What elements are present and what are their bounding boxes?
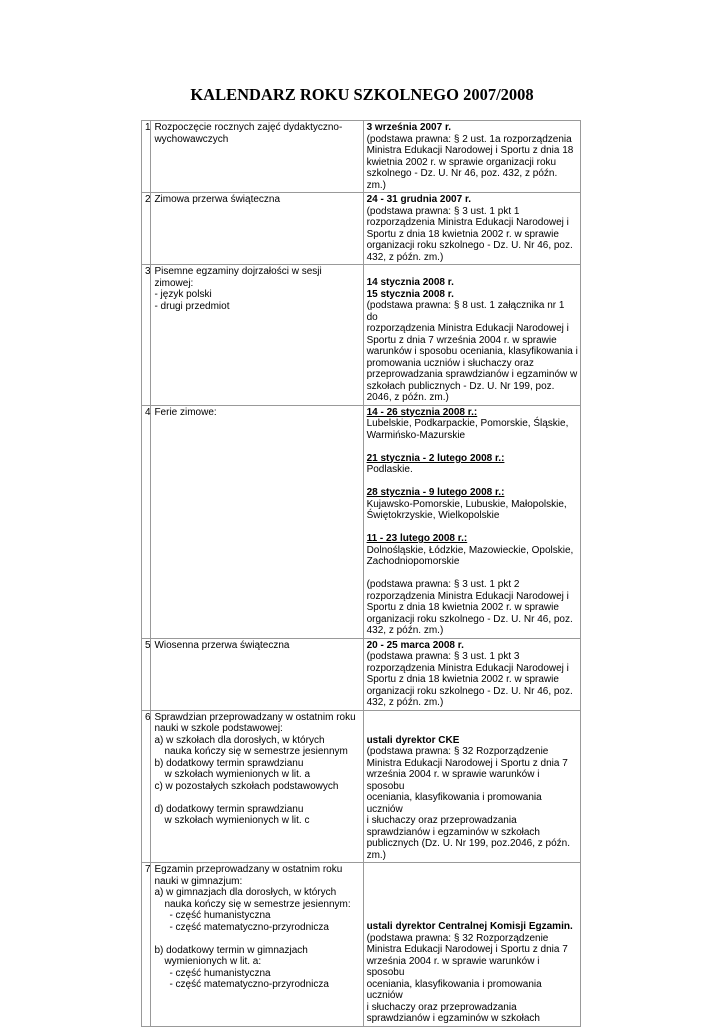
regions: Kujawsko-Pomorskie, Lubuskie, Małopolskie, [366,498,567,510]
row-number: 3 [142,265,151,406]
event-description: Ferie zimowe: [151,405,363,638]
event-date: 14 - 26 stycznia 2008 r.: [366,406,478,418]
regions: Świętokrzyskie, Wielkopolskie [366,510,500,521]
table-row [142,710,581,863]
row-number: 1 [142,121,151,193]
table-row [142,193,581,265]
row-number: 4 [142,405,151,638]
event-date: 11 - 23 lutego 2008 r.: [366,533,468,544]
row-number: 5 [142,638,151,710]
event-description: Rozpoczęcie rocznych zajęć dydaktyczno- wychowawczych [151,121,363,193]
row-number: 6 [142,710,151,863]
event-date-basis: 20 - 25 marca 2008 r. (podstawa prawna: § 3 ust. 1 pkt 3 rozporządzenia Ministra Edukacji Narodowej i Sportu z dnia 18 kwietnia 2002 r. w sprawie organizacji roku szkolnego - Dz. U. Nr 46, poz. 432, z późn. zm.) [363,638,580,710]
table-row [142,638,581,710]
event-date: 21 stycznia - 2 lutego 2008 r.: [366,452,505,464]
regions: Podlaskie. [366,464,413,475]
calendar-table [141,120,581,1027]
event-date: 15 stycznia 2008 r. [366,288,454,300]
regions: Lubelskie, Podkarpackie, Pomorskie, Śląskie, [366,418,569,429]
event-description: Wiosenna przerwa świąteczna [151,638,363,710]
event-date-basis: 14 stycznia 2008 r. 15 stycznia 2008 r. (podstawa prawna: § 8 ust. 1 załącznika nr 1 do rozporządzenia Ministra Edukacji Narodowej i Sportu z dnia 7 września 2004 r. w sprawie warunków i sposobu oceniania, klasyfikowania i promowania uczniów i słuchaczy oraz przeprowadzania sprawdzianów i egzaminów w szkołach publicznych - Dz. U. Nr 199, poz. 2046, z późn. zm.) [363,265,580,406]
row-number: 2 [142,193,151,265]
event-description: Zimowa przerwa świąteczna [151,193,363,265]
regions: Dolnośląskie, Łódzkie, Mazowieckie, Opolskie, [366,544,574,556]
table-row [142,265,581,406]
event-date: 3 września 2007 r. [366,122,452,133]
event-date-basis: 24 - 31 grudnia 2007 r. (podstawa prawna: § 3 ust. 1 pkt 1 rozporządzenia Ministra Edukacji Narodowej i Sportu z dnia 18 kwietnia 2002 r. w sprawie organizacji roku szkolnego - Dz. U. Nr 46, poz. 432, z późn. zm.) [363,193,580,265]
event-date: 24 - 31 grudnia 2007 r. [366,194,472,205]
row-number: 7 [142,863,151,1027]
event-date: 20 - 25 marca 2008 r. [366,639,464,651]
event-date: ustali dyrektor CKE [366,734,460,746]
event-date-basis: ustali dyrektor CKE (podstawa prawna: § 32 Rozporządzenie Ministra Edukacji Narodowej i Sportu z dnia 7 września 2004 r. w sprawie warunków i sposobu oceniania, klasyfikowania i promowania uczniów i słuchaczy oraz przeprowadzania sprawdzianów i egzaminów w szkołach publicznych (Dz. U. Nr 199, poz.2046, z późn. zm.) [363,710,580,863]
table-row [142,121,581,193]
table-row [142,863,581,1027]
event-date-basis: ustali dyrektor Centralnej Komisji Egzamin. (podstawa prawna: § 32 Rozporządzenie Ministra Edukacji Narodowej i Sportu z dnia 7 września 2004 r. w sprawie warunków i sposobu oceniania, klasyfikowania i promowania uczniów i słuchaczy oraz przeprowadzania sprawdzianów i egzaminów w szkołach [363,863,580,1027]
event-date: 14 stycznia 2008 r. [366,277,454,288]
event-date-basis: 14 - 26 stycznia 2008 r.: Lubelskie, Podkarpackie, Pomorskie, Śląskie, Warmińsko-Mazurskie 21 stycznia - 2 lutego 2008 r.: Podlaskie. 28 stycznia - 9 lutego 2008 r.: Kujawsko-Pomorskie, Lubuskie, Małopolskie, Świętokrzyskie, Wielkopolskie 11 - 23 lutego 2008 r.: Dolnośląskie, Łódzkie, Mazowieckie, Opolskie, Zachodniopomorskie (podstawa prawna: § 3 ust. 1 pkt 2 rozporządzenia Ministra Edukacji Narodowej i Sportu z dnia 18 kwietnia 2002 r. w sprawie organizacji roku szkolnego - Dz. U. Nr 46, poz. 432, z późn. zm.) [363,405,580,638]
regions: Zachodniopomorskie [366,556,460,567]
regions: Warmińsko-Mazurskie [366,429,466,441]
page-title: KALENDARZ ROKU SZKOLNEGO 2007/2008 [190,85,534,104]
event-date-basis: 3 września 2007 r. (podstawa prawna: § 2 ust. 1a rozporządzenia Ministra Edukacji Narodowej i Sportu z dnia 18 kwietnia 2002 r. w sprawie organizacji roku szkolnego - Dz. U. Nr 46, poz. 432, z późn. zm.) [363,121,580,193]
table-row [142,405,581,638]
event-description: Egzamin przeprowadzany w ostatnim roku nauki w gimnazjum: a) w gimnazjach dla dorosłych, w których nauka kończy się w semestrze jesiennym: - część humanistyczna - część matematyczno-przyrodnicza b) dodatkowy termin w gimnazjach wymienionych w lit. a: - część humanistyczna - część matematyczno-przyrodnicza [151,863,363,1027]
event-description: Sprawdzian przeprowadzany w ostatnim roku nauki w szkole podstawowej: a) w szkołach dla dorosłych, w których nauka kończy się w semestrze jesiennym b) dodatkowy termin sprawdzianu w szkołach wymienionych w lit. a c) w pozostałych szkołach podstawowych d) dodatkowy termin sprawdzianu w szkołach wymienionych w lit. c [151,710,363,863]
event-date: 28 stycznia - 9 lutego 2008 r.: [366,487,505,498]
event-description: Pisemne egzaminy dojrzałości w sesji zimowej: - język polski - drugi przedmiot [151,265,363,406]
event-date: ustali dyrektor Centralnej Komisji Egzamin. [366,921,573,932]
